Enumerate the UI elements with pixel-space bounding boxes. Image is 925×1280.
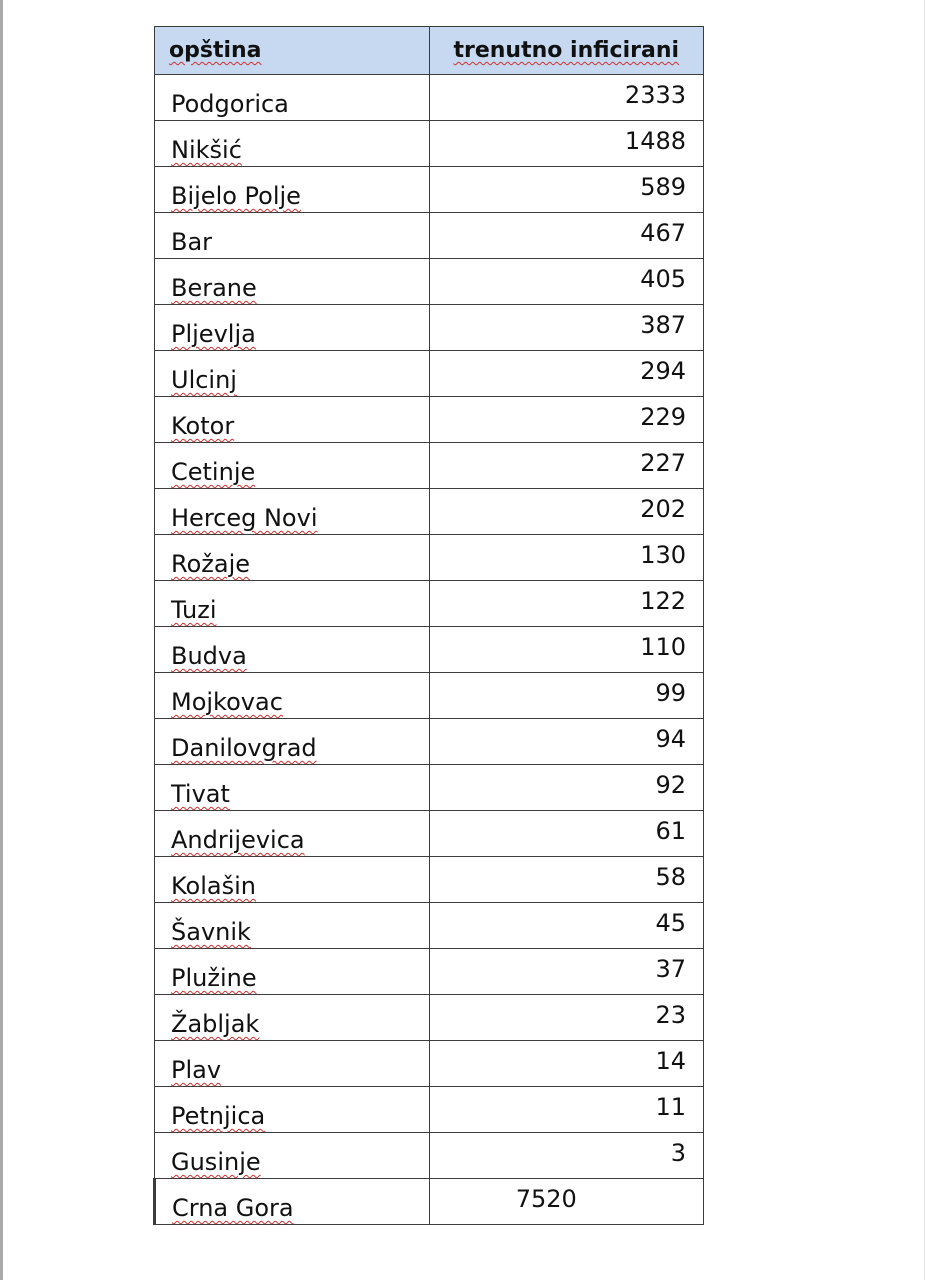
infected-count-cell: 589 xyxy=(429,167,704,213)
table-row xyxy=(155,213,704,259)
table-row xyxy=(155,259,704,305)
table-row xyxy=(155,673,704,719)
table-row xyxy=(155,443,704,489)
table-row xyxy=(155,121,704,167)
table-row xyxy=(155,75,704,121)
header-municipality: opština xyxy=(155,27,430,75)
table-row xyxy=(155,765,704,811)
infected-count-cell: 99 xyxy=(429,673,704,719)
total-label-cell: Crna Gora xyxy=(155,1179,430,1225)
infected-count-cell: 405 xyxy=(429,259,704,305)
infected-count-cell: 58 xyxy=(429,857,704,903)
municipality-cell: Andrijevica xyxy=(155,811,430,857)
infected-count-cell: 61 xyxy=(429,811,704,857)
municipality-cell: Nikšić xyxy=(155,121,430,167)
infected-count-cell: 14 xyxy=(429,1041,704,1087)
infected-count-cell: 3 xyxy=(429,1133,704,1179)
municipality-cell: Tuzi xyxy=(155,581,430,627)
table-row xyxy=(155,305,704,351)
infected-count-cell: 294 xyxy=(429,351,704,397)
municipality-cell: Budva xyxy=(155,627,430,673)
municipality-cell: Pljevlja xyxy=(155,305,430,351)
infected-count-cell: 130 xyxy=(429,535,704,581)
municipality-cell: Bijelo Polje xyxy=(155,167,430,213)
municipality-cell: Berane xyxy=(155,259,430,305)
municipality-cell: Šavnik xyxy=(155,903,430,949)
table-row xyxy=(155,581,704,627)
infected-count-cell: 11 xyxy=(429,1087,704,1133)
municipality-cell: Podgorica xyxy=(155,75,430,121)
municipality-cell: Plav xyxy=(155,1041,430,1087)
table-row xyxy=(155,995,704,1041)
municipality-cell: Kotor xyxy=(155,397,430,443)
total-row xyxy=(155,1179,704,1225)
municipality-cell: Kolašin xyxy=(155,857,430,903)
infected-count-cell: 45 xyxy=(429,903,704,949)
municipality-cell: Gusinje xyxy=(155,1133,430,1179)
municipality-cell: Plužine xyxy=(155,949,430,995)
table-header-row xyxy=(155,27,704,75)
municipality-cell: Tivat xyxy=(155,765,430,811)
municipality-cell: Mojkovac xyxy=(155,673,430,719)
infected-count-cell: 23 xyxy=(429,995,704,1041)
table-row xyxy=(155,811,704,857)
table-row xyxy=(155,857,704,903)
page-left-edge xyxy=(0,0,3,1280)
table-row xyxy=(155,719,704,765)
infected-count-cell: 229 xyxy=(429,397,704,443)
infected-count-cell: 37 xyxy=(429,949,704,995)
municipality-cell: Petnjica xyxy=(155,1087,430,1133)
municipality-cell: Bar xyxy=(155,213,430,259)
infected-count-cell: 2333 xyxy=(429,75,704,121)
table-row xyxy=(155,535,704,581)
table-row xyxy=(155,1087,704,1133)
table-row xyxy=(155,627,704,673)
infected-count-cell: 110 xyxy=(429,627,704,673)
municipality-cell: Ulcinj xyxy=(155,351,430,397)
infections-table xyxy=(153,26,704,1225)
header-currently-infected: trenutno inficirani xyxy=(429,27,704,75)
infected-count-cell: 122 xyxy=(429,581,704,627)
municipality-cell: Žabljak xyxy=(155,995,430,1041)
table-body xyxy=(155,75,704,1225)
table-row xyxy=(155,949,704,995)
infected-count-cell: 387 xyxy=(429,305,704,351)
municipality-cell: Herceg Novi xyxy=(155,489,430,535)
infected-count-cell: 94 xyxy=(429,719,704,765)
table-row xyxy=(155,1041,704,1087)
infected-count-cell: 92 xyxy=(429,765,704,811)
municipality-cell: Cetinje xyxy=(155,443,430,489)
table-row xyxy=(155,903,704,949)
infected-count-cell: 227 xyxy=(429,443,704,489)
municipality-cell: Rožaje xyxy=(155,535,430,581)
table-row xyxy=(155,489,704,535)
infected-count-cell: 467 xyxy=(429,213,704,259)
table-row xyxy=(155,351,704,397)
table-row xyxy=(155,167,704,213)
table-row xyxy=(155,1133,704,1179)
infected-count-cell: 202 xyxy=(429,489,704,535)
total-value-cell: 7520 xyxy=(429,1179,704,1225)
municipality-cell: Danilovgrad xyxy=(155,719,430,765)
infected-count-cell: 1488 xyxy=(429,121,704,167)
table-row xyxy=(155,397,704,443)
